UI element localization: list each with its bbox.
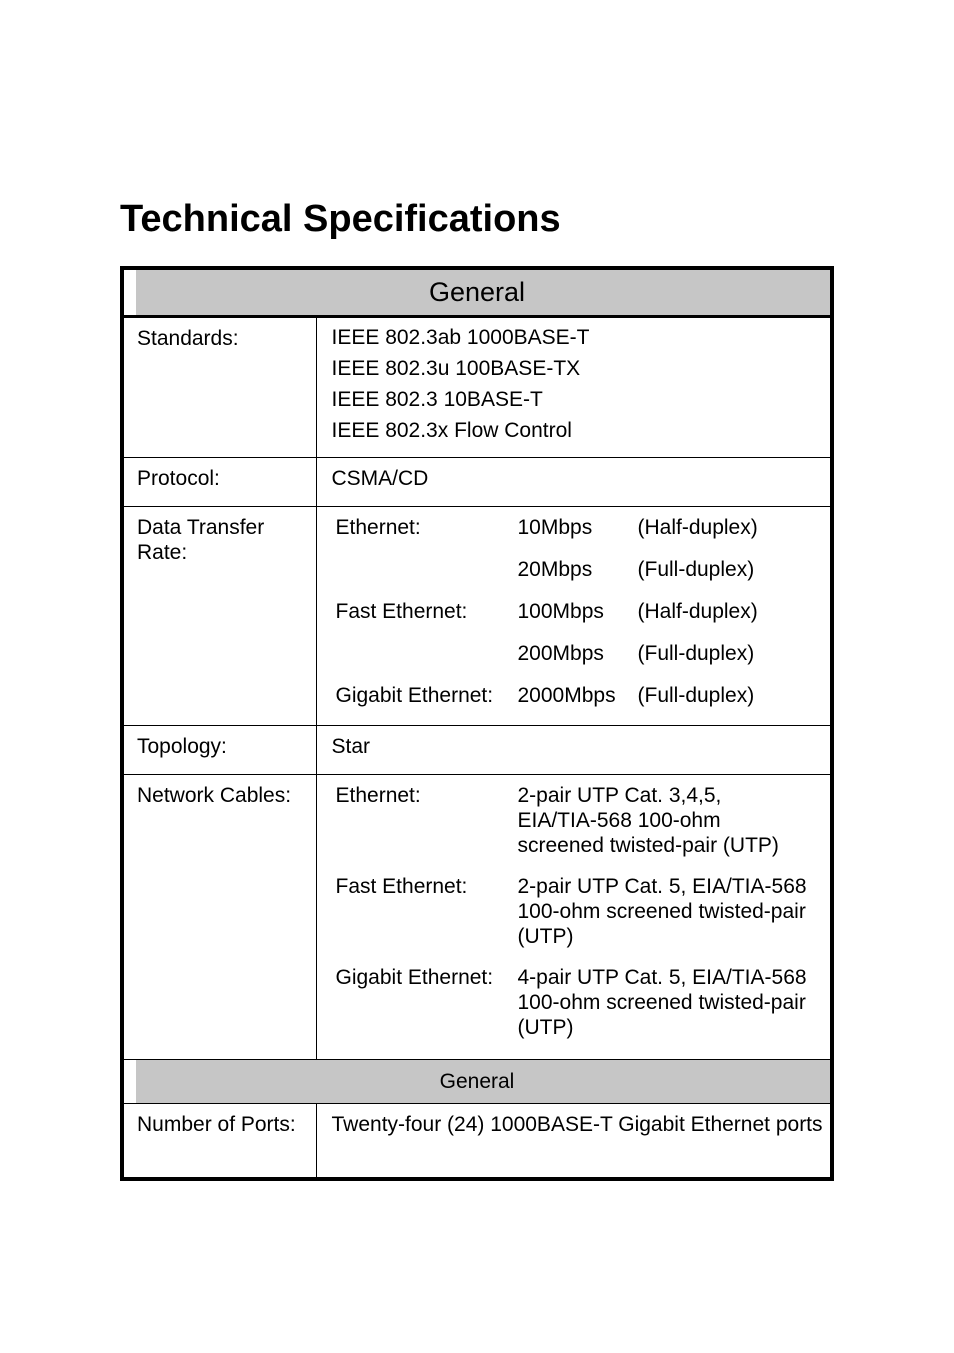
section-header-general-2: [122, 1060, 832, 1104]
section-header-label: General: [122, 1060, 832, 1104]
row-label: Standards:: [122, 317, 316, 458]
row-label: Protocol:: [122, 458, 316, 507]
rate-type: Fast Ethernet:: [335, 600, 468, 623]
rate-mode: (Full-duplex): [637, 684, 755, 707]
row-value: Star: [316, 726, 832, 775]
cable-grid: [336, 783, 831, 1040]
page-title: Technical Specifications: [120, 198, 561, 240]
cable-type: Gigabit Ethernet:: [335, 966, 494, 989]
rate-speed: 100Mbps: [517, 600, 604, 623]
rate-speed: 2000Mbps: [517, 684, 616, 707]
cable-desc: 4-pair UTP Cat. 5, EIA/TIA-568 100-ohm screened twisted-pair (UTP): [517, 966, 807, 1039]
row-value: [316, 507, 832, 726]
row-value: [316, 317, 832, 458]
table-row-protocol: [122, 458, 832, 507]
rate-type: [336, 557, 518, 599]
table-row-data-rate: [122, 507, 832, 726]
standard-item: IEEE 802.3u 100BASE-TX: [331, 357, 581, 380]
row-label: Topology:: [122, 726, 316, 775]
row-label: Data Transfer Rate:: [122, 507, 316, 726]
standard-item: IEEE 802.3 10BASE-T: [331, 388, 543, 411]
table-row-ports: [122, 1104, 832, 1180]
rate-mode: (Full-duplex): [637, 558, 755, 581]
cable-desc: 2-pair UTP Cat. 3,4,5, EIA/TIA-568 100-ohm screened twisted-pair (UTP): [517, 784, 779, 857]
rate-type: Gigabit Ethernet:: [335, 684, 494, 707]
rate-speed: 10Mbps: [517, 516, 593, 539]
cable-type: Fast Ethernet:: [335, 875, 468, 898]
rate-speed: 20Mbps: [517, 558, 593, 581]
spec-table: [120, 266, 834, 1181]
table-row-topology: [122, 726, 832, 775]
cable-desc: 2-pair UTP Cat. 5, EIA/TIA-568 100-ohm screened twisted-pair (UTP): [517, 875, 807, 948]
rate-mode: (Half-duplex): [637, 516, 758, 539]
section-header-general: [122, 268, 832, 317]
rate-mode: (Full-duplex): [637, 642, 755, 665]
table-row-standards: [122, 317, 832, 458]
rate-mode: (Half-duplex): [637, 600, 758, 623]
row-value: [316, 775, 832, 1060]
row-value: Twenty-four (24) 1000BASE-T Gigabit Ethernet ports: [316, 1104, 832, 1180]
rate-type: Ethernet:: [335, 516, 421, 539]
row-label: Network Cables:: [122, 775, 316, 1060]
rate-type: [336, 641, 518, 683]
cable-type: Ethernet:: [335, 784, 421, 807]
rate-grid: [336, 515, 831, 725]
section-header-label: General: [122, 268, 832, 317]
row-value: CSMA/CD: [316, 458, 832, 507]
table-row-network-cables: [122, 775, 832, 1060]
standard-item: IEEE 802.3ab 1000BASE-T: [331, 326, 590, 349]
standard-item: IEEE 802.3x Flow Control: [331, 419, 572, 442]
row-label: Number of Ports:: [122, 1104, 316, 1180]
rate-speed: 200Mbps: [517, 642, 604, 665]
